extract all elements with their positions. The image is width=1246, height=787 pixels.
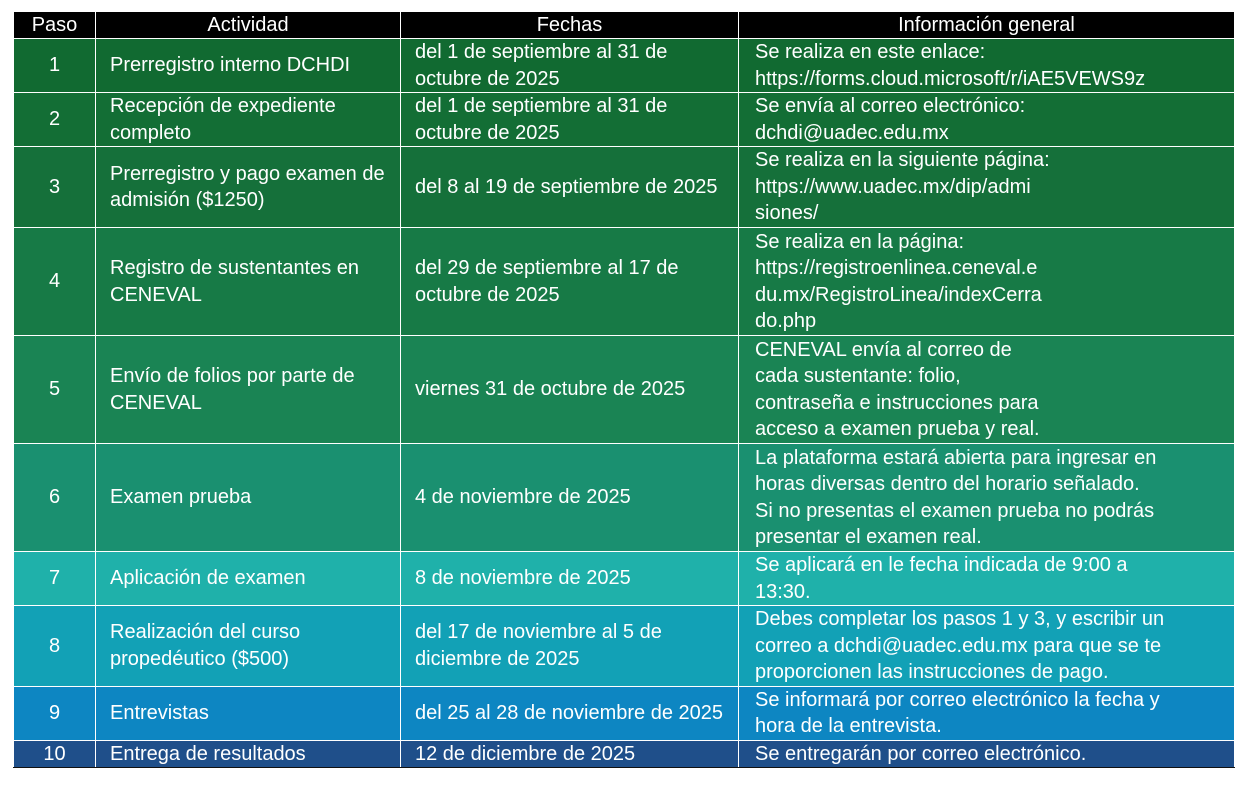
cell-fechas: del 29 de septiembre al 17 de octubre de 2025	[401, 228, 739, 336]
cell-fechas: del 1 de septiembre al 31 de octubre de 2025	[401, 93, 739, 147]
cell-actividad: Registro de sustentantes en CENEVAL	[96, 228, 401, 336]
cell-actividad: Recepción de expediente completo	[96, 93, 401, 147]
cell-actividad: Realización del curso propedéutico ($500)	[96, 606, 401, 687]
cell-info	[739, 686, 1235, 740]
cell-info	[739, 336, 1235, 444]
info-line: https://registroenlinea.ceneval.e	[755, 257, 1038, 279]
info-line: dchdi@uadec.edu.mx	[755, 121, 949, 144]
info-line: CENEVAL envía al correo de	[755, 338, 1012, 361]
table-row	[14, 686, 1235, 740]
cell-actividad: Entrevistas	[96, 686, 401, 740]
cell-info	[739, 552, 1235, 606]
info-line: https://www.uadec.mx/dip/admi	[755, 175, 1031, 198]
cell-fechas: del 8 al 19 de septiembre de 2025	[401, 147, 739, 228]
cell-paso: 5	[14, 336, 96, 444]
info-line: Se realiza en la siguiente página:	[755, 149, 1050, 172]
cell-info	[739, 228, 1235, 336]
info-line: proporcionen las instrucciones de pago.	[755, 661, 1109, 683]
info-line: siones/	[755, 202, 819, 225]
cell-fechas: del 25 al 28 de noviembre de 2025	[401, 686, 739, 740]
cell-actividad: Examen prueba	[96, 444, 401, 552]
cell-actividad: Prerregistro y pago examen de admisión ($1250)	[96, 147, 401, 228]
info-line: cada sustentante: folio,	[755, 365, 961, 387]
table-row	[14, 552, 1235, 606]
cell-fechas: del 1 de septiembre al 31 de octubre de 2025	[401, 39, 739, 93]
cell-actividad: Entrega de resultados	[96, 740, 401, 768]
cell-paso: 6	[14, 444, 96, 552]
cell-actividad: Prerregistro interno DCHDI	[96, 39, 401, 93]
cell-paso: 3	[14, 147, 96, 228]
schedule-table	[13, 11, 1235, 768]
cell-info	[739, 606, 1235, 687]
info-line: Se entregarán por correo electrónico.	[755, 742, 1087, 765]
table-row	[14, 444, 1235, 552]
cell-paso: 2	[14, 93, 96, 147]
cell-actividad: Envío de folios por parte de CENEVAL	[96, 336, 401, 444]
cell-fechas: 4 de noviembre de 2025	[401, 444, 739, 552]
info-line: La plataforma estará abierta para ingresar en	[755, 446, 1157, 469]
info-line: Se aplicará en le fecha indicada de 9:00 a	[755, 554, 1128, 576]
table-row	[14, 93, 1235, 147]
info-line: du.mx/RegistroLinea/indexCerra	[755, 283, 1042, 306]
cell-fechas: 12 de diciembre de 2025	[401, 740, 739, 768]
info-line: Se informará por correo electrónico la fecha y	[755, 688, 1160, 711]
cell-paso: 7	[14, 552, 96, 606]
info-line: Se realiza en la página:	[755, 230, 965, 253]
header-info: Información general	[739, 12, 1235, 39]
table-row	[14, 228, 1235, 336]
info-line: Se envía al correo electrónico:	[755, 95, 1026, 117]
table-row	[14, 147, 1235, 228]
header-paso: Paso	[14, 12, 96, 39]
info-line: horas diversas dentro del horario señalado.	[755, 473, 1140, 495]
cell-fechas: 8 de noviembre de 2025	[401, 552, 739, 606]
cell-info	[739, 39, 1235, 93]
cell-paso: 1	[14, 39, 96, 93]
info-line: presentar el examen real.	[755, 526, 982, 548]
info-line: hora de la entrevista.	[755, 715, 942, 737]
header-actividad: Actividad	[96, 12, 401, 39]
cell-paso: 10	[14, 740, 96, 768]
cell-info	[739, 740, 1235, 768]
table-row	[14, 740, 1235, 768]
table-row	[14, 336, 1235, 444]
info-line: Se realiza en este enlace:	[755, 41, 986, 63]
info-line: https://forms.cloud.microsoft/r/iAE5VEWS9z	[755, 67, 1146, 90]
cell-paso: 4	[14, 228, 96, 336]
info-line: 13:30.	[755, 580, 811, 603]
info-line: acceso a examen prueba y real.	[755, 418, 1040, 440]
header-fechas: Fechas	[401, 12, 739, 39]
cell-info	[739, 444, 1235, 552]
info-line: do.php	[755, 310, 817, 332]
header-row	[14, 12, 1235, 39]
info-line: contraseña e instrucciones para	[755, 391, 1039, 414]
cell-paso: 8	[14, 606, 96, 687]
cell-paso: 9	[14, 686, 96, 740]
cell-actividad: Aplicación de examen	[96, 552, 401, 606]
cell-fechas: del 17 de noviembre al 5 de diciembre de 2025	[401, 606, 739, 687]
info-line: Debes completar los pasos 1 y 3, y escribir un	[755, 608, 1165, 630]
table-row	[14, 39, 1235, 93]
cell-info	[739, 93, 1235, 147]
info-line: correo a dchdi@uadec.edu.mx para que se te	[755, 634, 1162, 657]
table-body	[14, 39, 1235, 768]
cell-info	[739, 147, 1235, 228]
info-line: Si no presentas el examen prueba no podrás	[755, 499, 1155, 522]
table-row	[14, 606, 1235, 687]
cell-fechas: viernes 31 de octubre de 2025	[401, 336, 739, 444]
